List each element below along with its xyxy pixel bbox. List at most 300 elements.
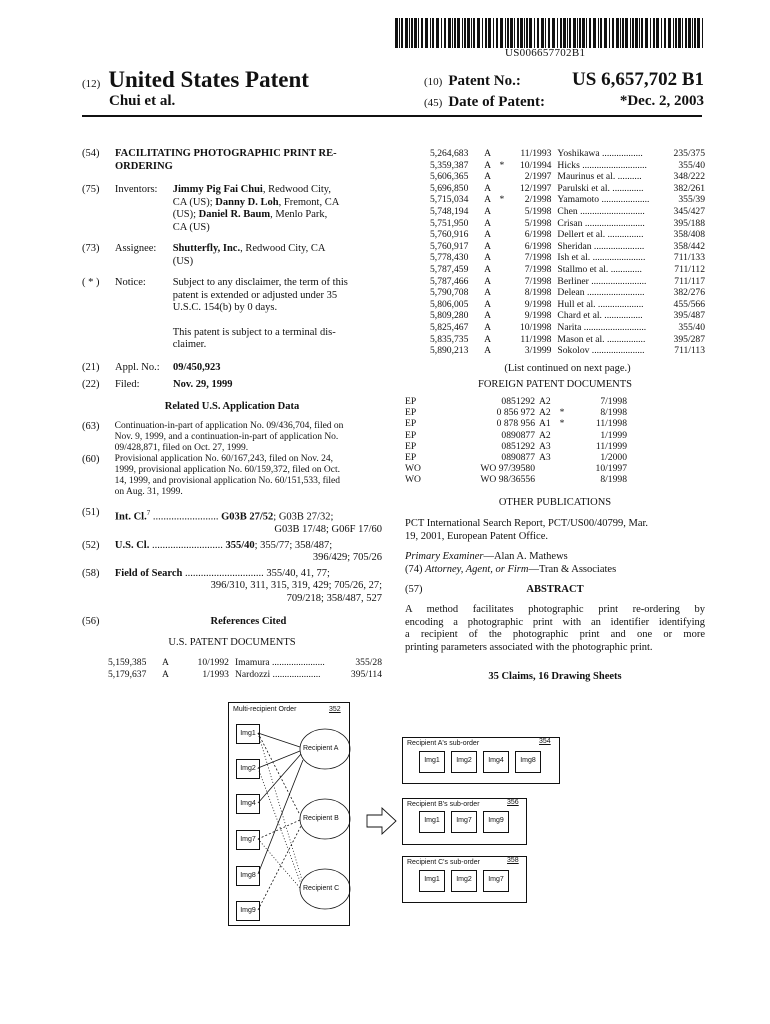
ref-date: 6/1998 [524, 240, 552, 252]
multi-img-2: Img2 [236, 759, 260, 779]
ref-kind: A [484, 240, 492, 252]
ref-class: 395/188 [673, 217, 705, 229]
suborder-a-img: Img2 [451, 751, 477, 773]
ref-kind: A [161, 657, 169, 668]
reference-row [430, 264, 705, 276]
terminal-line: This patent is subject to a terminal dis- [172, 326, 336, 338]
cont-code: (63) [82, 421, 100, 432]
uscl-code: (52) [82, 539, 100, 551]
header-rule [82, 115, 702, 117]
barcode-bar [664, 18, 666, 48]
inventor-2: Danny D. Loh [215, 196, 279, 208]
barcode-bar [641, 18, 643, 48]
foreign-date: 8/1998 [600, 474, 627, 486]
barcode-bar [668, 18, 671, 48]
ref-star [497, 322, 506, 334]
barcode-bar [650, 18, 651, 48]
ref-class: 382/276 [673, 287, 705, 299]
ref-star [497, 218, 506, 230]
foreign-number: WO 97/39580 [480, 463, 535, 475]
intcl-field [82, 507, 382, 537]
ref-star: * [499, 159, 505, 171]
foreign-ref-row [405, 418, 705, 429]
assignee-value [173, 243, 382, 268]
foreign-ref-row [405, 407, 705, 418]
attorney-code: (74) [405, 564, 423, 575]
title-code: (54) [82, 148, 100, 159]
foreign-date: 10/1997 [595, 463, 627, 475]
prov-line: 1999, provisional application No. 60/159,372, filed on Oct. [114, 465, 340, 475]
cont-line: Nov. 9, 1999, and a continuation-in-part of application No. [114, 432, 339, 442]
recipient-c-label: Recipient C [303, 885, 340, 892]
reference-row [430, 148, 705, 160]
uscl-primary: 355/40 [225, 539, 255, 551]
barcode-bar [493, 18, 494, 48]
barcode-bar [685, 18, 687, 48]
ref-kind: A [484, 263, 492, 275]
doc-title: United States Patent [108, 67, 309, 92]
suborder-c-img: Img7 [483, 870, 509, 892]
ref-class: 358/442 [673, 240, 705, 252]
intcl-rest: ; G03B 27/32; [273, 511, 334, 523]
terminal-line: claimer. [172, 339, 207, 350]
barcode-bar [645, 18, 648, 48]
barcode-bar [661, 18, 662, 48]
barcode-bar [444, 18, 446, 48]
inventor-3-loc: , Menlo Park, [270, 209, 328, 220]
foreign-kind [535, 474, 557, 485]
ref-number: 5,751,950 [430, 217, 469, 229]
barcode-bar [485, 18, 487, 48]
notice-field [82, 277, 382, 352]
suborder-a-img: Img8 [515, 751, 541, 773]
appl-field [82, 362, 382, 375]
suborder-c-title: Recipient C's sub-order [407, 859, 480, 866]
ref-name: Crisan ......................... [557, 217, 645, 229]
ref-class: 355/39 [678, 194, 705, 206]
prov-line: Provisional application No. 60/167,243, filed on Nov. 24, [114, 454, 334, 464]
ref-name: Berliner ....................... [557, 275, 647, 287]
abstract-code: (57) [405, 584, 423, 595]
fos-code: (58) [82, 567, 100, 579]
ref-star [175, 669, 184, 681]
intcl-dots: ......................... [150, 511, 219, 523]
ref-number: 5,748,194 [430, 205, 469, 217]
barcode-bar [582, 18, 585, 48]
fos-field [82, 568, 382, 606]
provisional-field [82, 454, 382, 498]
ref-date: 2/1998 [524, 194, 552, 206]
barcode-bar [425, 18, 428, 48]
barcode-bar [630, 18, 631, 48]
foreign-refs [405, 396, 705, 486]
uscl-field [82, 540, 382, 565]
barcode-bar [507, 18, 509, 48]
ref-date: 10/1994 [519, 159, 552, 171]
ref-star [497, 183, 506, 195]
ref-class: 395/487 [673, 310, 705, 322]
left-column [82, 148, 382, 680]
patent-date-line [424, 93, 704, 111]
filed-date: Nov. 29, 1999 [173, 379, 233, 390]
barcode-bar [616, 18, 619, 48]
ref-name: Yoshikawa ................. [557, 148, 643, 159]
ref-star: * [499, 194, 505, 206]
inventor-1-loc: , Redwood City, [262, 184, 331, 195]
reference-row [430, 287, 705, 299]
ref-star [497, 148, 506, 160]
patent-no-code: (10) [424, 76, 443, 88]
ref-date: 1/1993 [202, 668, 229, 680]
foreign-number: 0890877 [501, 429, 535, 441]
abstract-line: a recipient of the photographic print and one or more [405, 629, 705, 640]
ref-number: 5,696,850 [430, 182, 469, 194]
ref-number: 5,715,034 [430, 194, 469, 206]
foreign-star [557, 396, 567, 407]
inventor-1: Jimmy Pig Fai Chui [172, 184, 263, 195]
foreign-country: EP [405, 418, 417, 430]
ref-date: 7/1998 [524, 275, 552, 287]
ref-kind: A [484, 194, 492, 206]
ref-star [497, 276, 506, 288]
other-pub-heading: OTHER PUBLICATIONS [498, 497, 612, 508]
ref-date: 8/1998 [524, 287, 552, 299]
header-left [82, 67, 309, 93]
date-code: (45) [424, 97, 443, 109]
barcode-bar [488, 18, 491, 48]
ref-date: 10/1998 [519, 321, 552, 333]
recipient-b-label: Recipient B [303, 815, 339, 822]
ref-star [497, 206, 506, 218]
ref-kind: A [484, 148, 492, 159]
foreign-date: 1/2000 [600, 452, 627, 464]
multi-img-9: Img9 [236, 901, 260, 921]
cont-text [115, 421, 382, 454]
inventor-3: Daniel R. Baum [198, 209, 271, 220]
foreign-star [557, 463, 567, 474]
ref-name: Sokolov ...................... [557, 345, 645, 357]
ref-name: Mason et al. ................ [557, 333, 646, 345]
barcode-bar [697, 18, 700, 48]
reference-row [430, 194, 705, 206]
abstract-text [405, 604, 705, 654]
barcode-bar [600, 18, 602, 48]
inventor-3-state: CA (US) [172, 221, 210, 233]
examiner-line [405, 551, 568, 564]
barcode-bar [688, 18, 691, 48]
examiner-label: Primary Examiner [405, 551, 484, 562]
fos-line2: 396/310, 311, 315, 319, 429; 705/26, 27; [210, 580, 382, 591]
cont-line: 09/428,871, filed on Oct. 27, 1999. [114, 443, 249, 453]
barcode-bar [421, 18, 423, 48]
barcode-bar [678, 18, 681, 48]
ref-name: Nardozzi .................... [234, 668, 321, 680]
barcode-bar [520, 18, 523, 48]
barcode-bar [692, 18, 693, 48]
ref-date: 11/1993 [520, 148, 552, 159]
ref-date: 12/1997 [519, 182, 552, 194]
reference-row [108, 657, 382, 669]
suborder-c-ref: 358 [507, 857, 519, 864]
suborder-b-img: Img9 [483, 811, 509, 833]
ref-date: 10/1992 [197, 657, 229, 668]
foreign-kind: A2 [539, 396, 551, 407]
ref-class: 358/408 [673, 229, 705, 241]
fos-rest: 355/40, 41, 77; [266, 567, 330, 579]
intcl-sup: 7 [146, 509, 151, 517]
multi-img-8: Img8 [236, 866, 260, 886]
ref-name: Imamura ...................... [234, 657, 325, 668]
abstract-line: A method facilitates photographic print re-ordering by [405, 604, 705, 615]
barcode [395, 18, 705, 48]
suborder-b-title: Recipient B's sub-order [407, 801, 480, 808]
barcode-bar [409, 18, 410, 48]
intcl-value [115, 507, 382, 537]
foreign-star [557, 452, 567, 463]
barcode-text: US006657702B1 [505, 47, 586, 59]
ref-number: 5,179,637 [108, 668, 147, 680]
barcode-bar [514, 18, 515, 48]
barcode-bar [586, 18, 587, 48]
foreign-kind: A2 [539, 407, 551, 419]
barcode-bar [702, 18, 703, 48]
abstract-line: printing parameters associated with the photographic print. [405, 641, 653, 653]
foreign-ref-row [405, 463, 705, 474]
barcode-bar [457, 18, 460, 48]
ref-date: 3/1999 [524, 345, 552, 357]
ref-number: 5,787,466 [430, 275, 469, 287]
other-pub-line: 19, 2001, European Patent Office. [405, 530, 548, 542]
ref-number: 5,809,280 [430, 310, 469, 322]
uscl-dots: ........................... [149, 539, 223, 551]
filed-code: (22) [82, 379, 100, 390]
notice-line: patent is extended or adjusted under 35 [172, 289, 338, 301]
ref-star [175, 657, 184, 669]
us-refs-right [430, 148, 705, 357]
barcode-bar [537, 18, 539, 48]
ref-star [497, 229, 506, 241]
reference-row [430, 241, 705, 253]
barcode-bar [401, 18, 403, 48]
foreign-star: * [559, 418, 565, 430]
notice-text [173, 277, 382, 352]
ref-number: 5,264,683 [430, 148, 469, 159]
barcode-bar [635, 18, 638, 48]
foreign-country: WO [405, 463, 421, 475]
ref-star [497, 345, 506, 357]
barcode-bar [567, 18, 568, 48]
ref-star [497, 287, 506, 299]
intcl-primary: G03B 27/52 [221, 511, 274, 523]
fos-value [115, 568, 382, 606]
ref-class: 711/133 [673, 252, 705, 264]
foreign-number: WO 98/36556 [480, 474, 535, 486]
ref-name: Dellert et al. ............... [557, 229, 644, 241]
foreign-star: * [559, 407, 565, 419]
ref-kind: A [484, 333, 492, 345]
us-refs-left [108, 657, 382, 680]
barcode-bar [496, 18, 498, 48]
barcode-bar [399, 18, 400, 48]
ref-class: 455/566 [673, 298, 705, 310]
ref-name: Delean ........................ [557, 287, 645, 299]
ref-date: 2/1997 [524, 171, 552, 183]
foreign-date: 11/1998 [595, 418, 627, 430]
barcode-bar [673, 18, 674, 48]
patent-title: FACILITATING PHOTOGRAPHIC PRINT RE-ORDERING [115, 148, 337, 172]
suborder-a-img: Img1 [419, 751, 445, 773]
inventors-field [82, 184, 382, 234]
ref-kind: A [484, 217, 492, 229]
reference-row [430, 252, 705, 264]
cont-line: Continuation-in-part of application No. 09/436,704, filed on [114, 421, 344, 431]
doc-code-12: (12) [82, 78, 101, 90]
ref-name: Chard et al. ................ [557, 310, 643, 322]
multi-img-1: Img1 [236, 724, 260, 744]
fos-dots: .............................. [182, 567, 264, 579]
ref-kind: A [484, 345, 492, 357]
ref-class: 395/287 [673, 333, 705, 345]
barcode-bar [448, 18, 451, 48]
foreign-star [557, 430, 567, 441]
reference-row [430, 310, 705, 322]
prov-line: 14, 1999, and provisional application No. 60/151,533, filed [114, 476, 340, 486]
foreign-kind: A1 [539, 418, 551, 430]
reference-row [430, 229, 705, 241]
reference-row [108, 669, 382, 681]
uscl-label: U.S. Cl. [114, 539, 150, 551]
inventor-2-country: (US); [172, 209, 199, 220]
barcode-bar [505, 18, 506, 48]
assignee-name: Shutterfly, Inc. [172, 243, 241, 254]
assignee-code: (73) [82, 243, 100, 254]
refs-code: (56) [82, 616, 100, 627]
barcode-bar [620, 18, 621, 48]
appl-label: Appl. No.: [115, 361, 160, 373]
uscl-line2: 396/429; 705/26 [312, 552, 382, 563]
suborder-a-img: Img4 [483, 751, 509, 773]
barcode-bar [593, 18, 596, 48]
attorney-label: Attorney, Agent, or Firm [425, 564, 529, 575]
barcode-bar [405, 18, 408, 48]
ref-kind: A [484, 321, 492, 333]
assignee-country: (US) [172, 255, 194, 267]
barcode-bar [436, 18, 439, 48]
suborder-b-ref: 356 [507, 799, 519, 806]
ref-star [497, 299, 506, 311]
barcode-bar [517, 18, 519, 48]
ref-class: 711/113 [674, 345, 705, 357]
ref-number: 5,790,708 [430, 287, 469, 299]
barcode-bar [569, 18, 571, 48]
barcode-bar [524, 18, 525, 48]
ref-kind: A [484, 287, 492, 299]
barcode-bar [452, 18, 453, 48]
other-pub-line: PCT International Search Report, PCT/US00/40799, Mar. [405, 518, 649, 529]
foreign-date: 1/1999 [600, 429, 627, 441]
abstract-line: encoding a photographic print with an identifier identifying [405, 616, 705, 628]
multi-img-7: Img7 [236, 830, 260, 850]
claims-line: 35 Claims, 16 Drawing Sheets [488, 671, 622, 682]
foreign-kind: A2 [539, 429, 551, 441]
attorney-line [405, 564, 616, 577]
ref-class: 355/40 [678, 159, 705, 171]
notice-code: ( * ) [82, 277, 100, 288]
barcode-bar [529, 18, 532, 48]
barcode-bar [560, 18, 562, 48]
foreign-kind [535, 463, 557, 474]
intcl-line2: G03B 17/48; G06F 17/60 [274, 524, 382, 535]
foreign-heading: FOREIGN PATENT DOCUMENTS [477, 379, 633, 390]
examiner-name: —Alan A. Mathews [483, 551, 568, 562]
ref-number: 5,606,365 [430, 171, 469, 183]
foreign-number: 0851292 [501, 396, 535, 407]
filed-label: Filed: [115, 379, 140, 390]
ref-star [497, 264, 506, 276]
ref-date: 7/1998 [524, 263, 552, 275]
foreign-star [557, 474, 567, 485]
barcode-bar [632, 18, 634, 48]
right-arrow-icon [366, 806, 398, 836]
continuation-field [82, 421, 382, 454]
refs-field [82, 616, 382, 629]
ref-kind: A [484, 205, 492, 217]
barcode-bar [639, 18, 640, 48]
filed-field [82, 379, 382, 392]
barcode-bar [441, 18, 442, 48]
ref-number: 5,359,387 [430, 159, 469, 171]
ref-name: Ish et al. ...................... [557, 252, 646, 264]
foreign-ref-row [405, 441, 705, 452]
foreign-kind: A3 [539, 452, 551, 464]
ref-number: 5,159,385 [108, 657, 147, 668]
ref-class: 355/28 [355, 657, 383, 668]
fos-label: Field of Search [114, 567, 183, 579]
foreign-ref-row [405, 430, 705, 441]
barcode-bar [675, 18, 677, 48]
ref-name: Chen ........................... [557, 205, 645, 217]
barcode-bar [526, 18, 528, 48]
foreign-number: 0851292 [501, 440, 535, 452]
barcode-bar [418, 18, 419, 48]
barcode-bar [563, 18, 566, 48]
fos-line3: 709/218; 358/487, 527 [286, 592, 382, 604]
barcode-bar [464, 18, 466, 48]
barcode-bar [482, 18, 483, 48]
barcode-bar [467, 18, 470, 48]
recipient-a-label: Recipient A [303, 745, 339, 752]
ref-date: 9/1998 [524, 298, 552, 310]
ref-number: 5,806,005 [430, 298, 469, 310]
foreign-ref-row [405, 396, 705, 407]
barcode-bar [471, 18, 472, 48]
prov-code: (60) [82, 454, 100, 465]
multi-img-4: Img4 [236, 794, 260, 814]
appl-no: 09/450,923 [173, 361, 221, 373]
ref-kind: A [484, 229, 492, 241]
barcode-bar [534, 18, 535, 48]
date-label: Date of Patent: [448, 94, 545, 110]
right-column [430, 148, 705, 375]
reference-row [430, 334, 705, 346]
ref-kind: A [484, 298, 492, 310]
reference-row [430, 160, 705, 172]
foreign-country: EP [405, 440, 417, 452]
notice-line: U.S.C. 154(b) by 0 days. [172, 302, 278, 313]
ref-kind: A [161, 668, 169, 680]
ref-class: 235/375 [673, 148, 705, 159]
barcode-bar [609, 18, 610, 48]
